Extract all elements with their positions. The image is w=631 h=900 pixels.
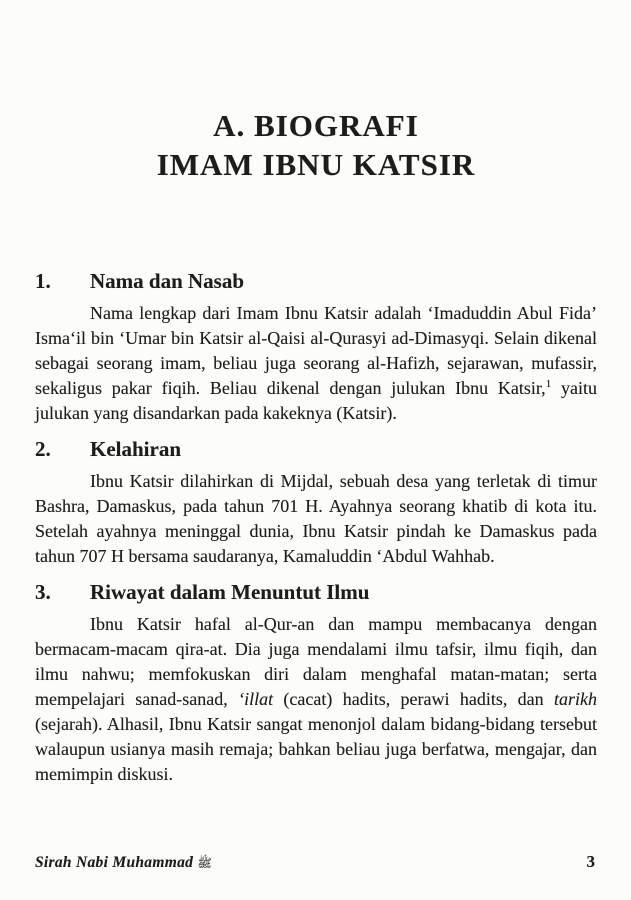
section-riwayat-menuntut-ilmu xyxy=(35,579,597,787)
section-1-title: Nama dan Nasab xyxy=(90,269,245,293)
section-nama-dan-nasab xyxy=(35,268,597,426)
footnote-reference: 1 xyxy=(545,378,552,390)
paragraph-text: Nama lengkap dari Imam Ibnu Katsir adalah ‘Imaduddin Abul Fida’ Isma‘il bin ‘Umar bin Katsir al-Qaisi al-Qurasyi ad-Dimasyqi. Selain dikenal sebagai seorang imam, beliau juga seorang al-Hafizh, sejarawan, mufassir, sekaligus pakar fiqih. Beliau dikenal dengan julukan Ibnu Katsir, xyxy=(35,303,597,398)
running-book-title xyxy=(35,854,212,873)
section-3-number: 3. xyxy=(35,580,51,604)
paragraph-text: Ibnu Katsir dilahirkan di Mijdal, sebuah desa yang terletak di timur Bashra, Damaskus, pada tahun 701 H. Ayahnya seorang khatib di kota itu. Setelah ayahnya meninggal dunia, Ibnu Katsir pindah ke Damaskus pada tahun 707 H bersama saudaranya, Kamaluddin ‘Abdul Wahhab. xyxy=(35,471,597,566)
paragraph-text: yaitu julukan yang disandarkan pada kakeknya (Katsir). xyxy=(35,378,597,423)
section-1-number: 1. xyxy=(35,269,51,293)
section-2-title: Kelahiran xyxy=(90,437,182,461)
paragraph-text: (sejarah). Alhasil, Ibnu Katsir sangat menonjol dalam bidang-bidang tersebut walaupun usianya masih remaja; bahkan beliau juga berfatwa, mengajar, dan memimpin diskusi. xyxy=(35,714,597,784)
muhammad-saw-honorific-glyph: ﷺ xyxy=(197,856,212,870)
title-line-1: A. BIOGRAFI xyxy=(213,108,419,143)
page-title xyxy=(35,0,597,184)
section-2-paragraph xyxy=(35,469,597,569)
section-2-heading xyxy=(35,436,597,462)
section-kelahiran xyxy=(35,436,597,569)
italic-term-illat: ‘illat xyxy=(238,689,274,709)
paragraph-text: (cacat) hadits, perawi hadits, dan xyxy=(273,689,554,709)
page-number: 3 xyxy=(586,852,595,871)
page-footer xyxy=(35,852,595,873)
italic-term-tarikh: tarikh xyxy=(554,689,597,709)
section-3-paragraph xyxy=(35,612,597,787)
section-3-title: Riwayat dalam Menuntut Ilmu xyxy=(90,580,370,604)
section-1-paragraph xyxy=(35,301,597,426)
title-line-2: IMAM IBNU KATSIR xyxy=(156,147,476,182)
section-3-heading xyxy=(35,579,597,605)
paragraph-text: Ibnu Katsir hafal al-Qur-an dan mampu membacanya dengan bermacam-macam qira-at. Dia juga mendalami ilmu tafsir, ilmu fiqih, dan ilmu nahwu; memfokuskan diri dalam menghafal matan-matan; serta mempelajari sanad-sanad, xyxy=(35,614,597,709)
section-1-heading xyxy=(35,268,597,294)
book-title-text: Sirah Nabi Muhammad xyxy=(35,854,194,871)
section-2-number: 2. xyxy=(35,437,51,461)
